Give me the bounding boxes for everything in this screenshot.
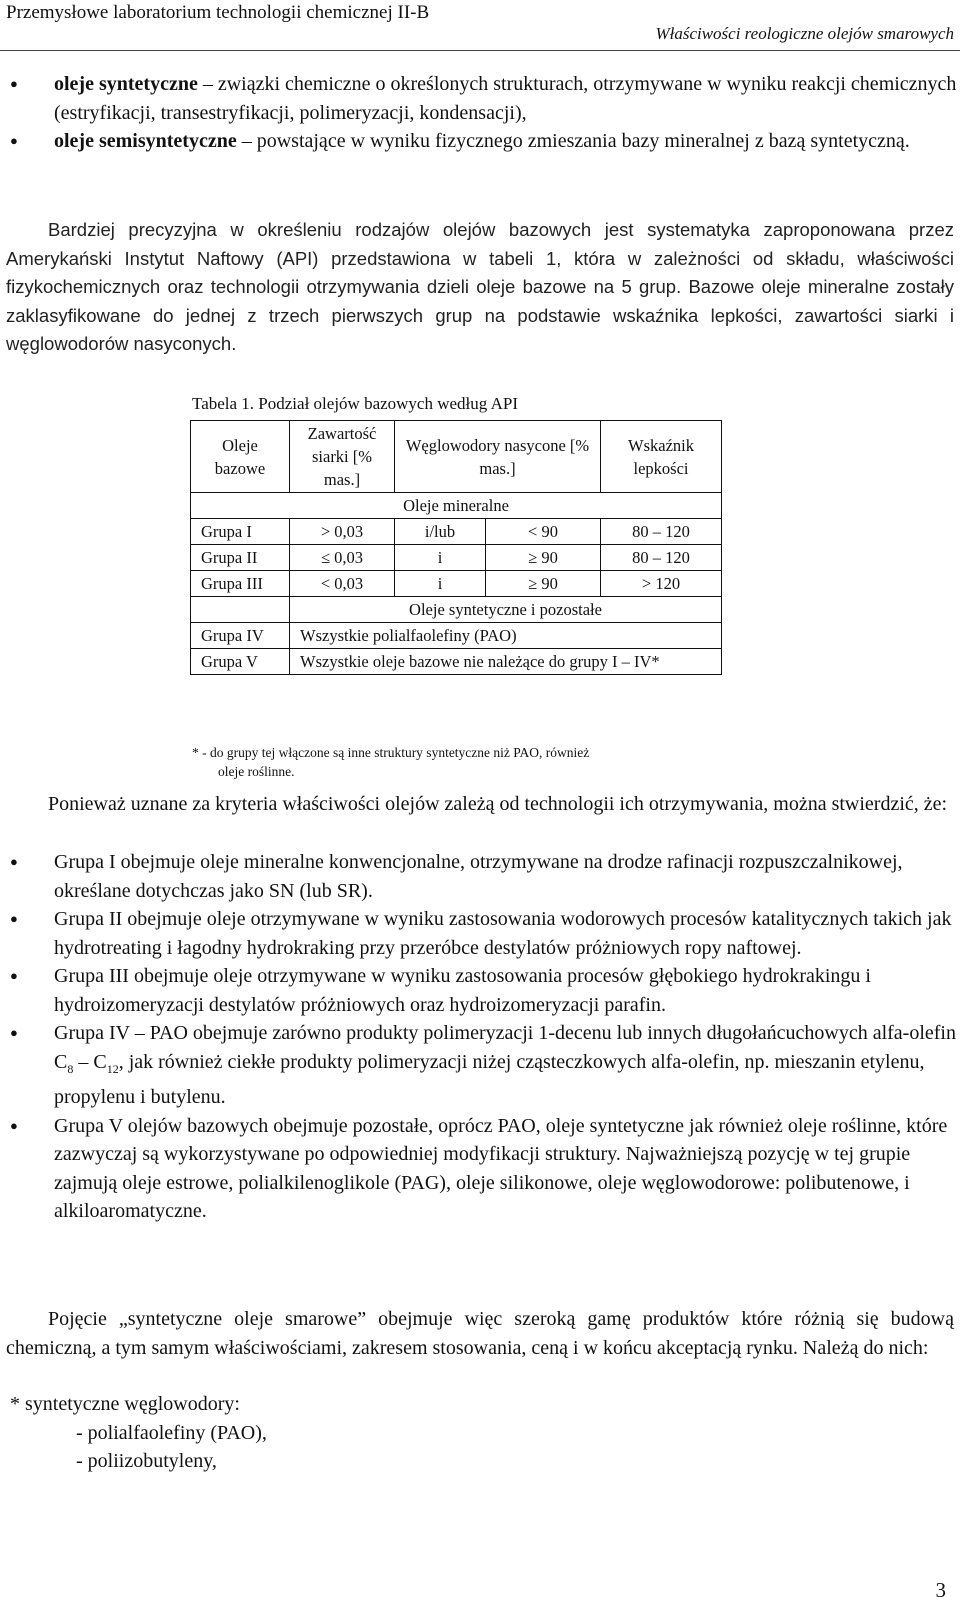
table-row [191,623,722,649]
synthetic-list [10,1390,267,1476]
table-caption: Tabela 1. Podział olejów bazowych według API [192,394,518,413]
group-bullet-list [0,848,960,1226]
cell-group: Grupa V [191,649,290,675]
list-item: ● Grupa V olejów bazowych obejmuje pozostałe, oprócz PAO, oleje syntetyczne jak również oleje roślinne, które zazwyczaj są wykorzystywane po odpowiedniej modyfikacji struktury. Najważniejszą pozycję w tej grupie zajmują oleje estrowe, polialkilenoglikole (PAG), oleje silikonowe, oleje węglowodorowe: polibutenowe, i alkiloaromatyczne. [0,1112,960,1226]
paragraph-synthetic-oils: Pojęcie „syntetyczne oleje smarowe” obejmuje więc szeroką gamę produktów które różnią się budową chemiczną, a tym samym właściwościami, zakresem stosowania, ceną i w końcu akceptacją rynku. Należą do nich: [6,1308,954,1359]
list-item: - poliizobutyleny, [76,1450,217,1472]
header-wskaznik: Wskaźnik lepkości [601,421,722,493]
header-left: Przemysłowe laboratorium technologii chemicznej II-B [6,2,430,23]
group4-text: , jak również ciekłe produkty polimeryzacji niżej cząsteczkowych alfa-olefin, np. mieszanin etylenu, propylenu i butylenu. [54,1050,925,1108]
cell-sulfur: < 0,03 [290,571,395,597]
top-bullet-list [0,70,960,156]
bullet-text: – powstające w wyniku fizycznego zmieszania bazy mineralnej z bazą syntetyczną. [236,130,910,152]
header-siarka: Zawartość siarki [% mas.] [290,421,395,493]
list-item [0,127,960,156]
cell-vi: 80 – 120 [601,519,722,545]
header-weglowodory: Węglowodory nasycone [% mas.] [395,421,601,493]
cell-sulfur: > 0,03 [290,519,395,545]
section-synthetic: Oleje syntetyczne i pozostałe [290,597,722,623]
table-row [191,571,722,597]
cell-desc: Wszystkie oleje bazowe nie należące do grupy I – IV* [290,649,722,675]
table-row [191,545,722,571]
bullet-term: oleje syntetyczne [54,73,198,95]
cell-group: Grupa III [191,571,290,597]
cell-desc: Wszystkie polialfaolefiny (PAO) [290,623,722,649]
list-item [0,70,960,127]
bullet-text: – związki chemiczne o określonych strukturach, otrzymywane w wyniku reakcji chemicznych (estryfikacji, transestryfikacji, polimeryzacji, kondensacji), [54,73,957,124]
page-header [0,0,960,51]
list-item: ● Grupa I obejmuje oleje mineralne konwencjonalne, otrzymywane na drodze rafinacji rozpuszczalnikowej, określane dotychczas jako SN (lub SR). [0,848,960,905]
list-item: - polialfaolefiny (PAO), [76,1421,267,1444]
cell-conj: i [395,545,486,571]
subscript: 12 [106,1061,119,1076]
cell-group: Grupa I [191,519,290,545]
api-table [190,420,722,675]
table-row [191,519,722,545]
header-oleje-bazowe: Oleje bazowe [191,421,290,493]
list-item [0,1019,960,1112]
table-row [191,649,722,675]
bullet-term: oleje semisyntetyczne [54,130,237,152]
cell-saturates: < 90 [486,519,601,545]
group4-text: Grupa IV – PAO obejmuje zarówno produkty polimeryzacji 1-decenu lub innych długołańcuchowych alfa-olefin C [54,1022,956,1073]
list-item: ● Grupa III obejmuje oleje otrzymywane w wyniku zastosowania procesów głębokiego hydrokrakingu i hydroizomeryzacji destylatów próżniowych oraz hydroizomeryzacji parafin. [0,962,960,1019]
section-mineral: Oleje mineralne [191,493,722,519]
cell-vi: > 120 [601,571,722,597]
subscript: 8 [67,1061,74,1076]
footnote-line: * - do grupy tej włączone są inne struktury syntetyczne niż PAO, również [192,745,590,760]
paragraph-criteria: Ponieważ uznane za kryteria właściwości olejów zależą od technologii ich otrzymywania, można stwierdzić, że: [48,793,948,815]
cell-saturates: ≥ 90 [486,545,601,571]
cell-sulfur: ≤ 0,03 [290,545,395,571]
cell-group: Grupa IV [191,623,290,649]
header-right: Właściwości reologiczne olejów smarowych [655,24,954,43]
list-head: * syntetyczne węglowodory: [10,1393,240,1415]
group4-text: – C [73,1050,107,1073]
footnote-line: oleje roślinne. [218,764,295,779]
cell-saturates: ≥ 90 [486,571,601,597]
cell-group: Grupa II [191,545,290,571]
table-footnote [192,743,712,781]
cell-vi: 80 – 120 [601,545,722,571]
cell-conj: i/lub [395,519,486,545]
paragraph-api-intro: Bardziej precyzyjna w określeniu rodzajów olejów bazowych jest systematyka zaproponowana przez Amerykański Instytut Naftowy (API) przedstawiona w tabeli 1, która w zależności od składu, właściwości fizykochemicznych oraz technologii otrzymywania dzieli oleje bazowe na 5 grup. Bazowe oleje mineralne zostały zaklasyfikowane do jednej z trzech pierwszych grup na podstawie wskaźnika lepkości, zawartości siarki i węglowodorów nasyconych. [6,219,954,355]
page-number: 3 [935,1578,946,1602]
list-item: ● Grupa II obejmuje oleje otrzymywane w wyniku zastosowania wodorowych procesów katalitycznych takich jak hydrotreating i łagodny hydrokraking przy przeróbce destylatów próżniowych ropy naftowej. [0,905,960,962]
cell-conj: i [395,571,486,597]
